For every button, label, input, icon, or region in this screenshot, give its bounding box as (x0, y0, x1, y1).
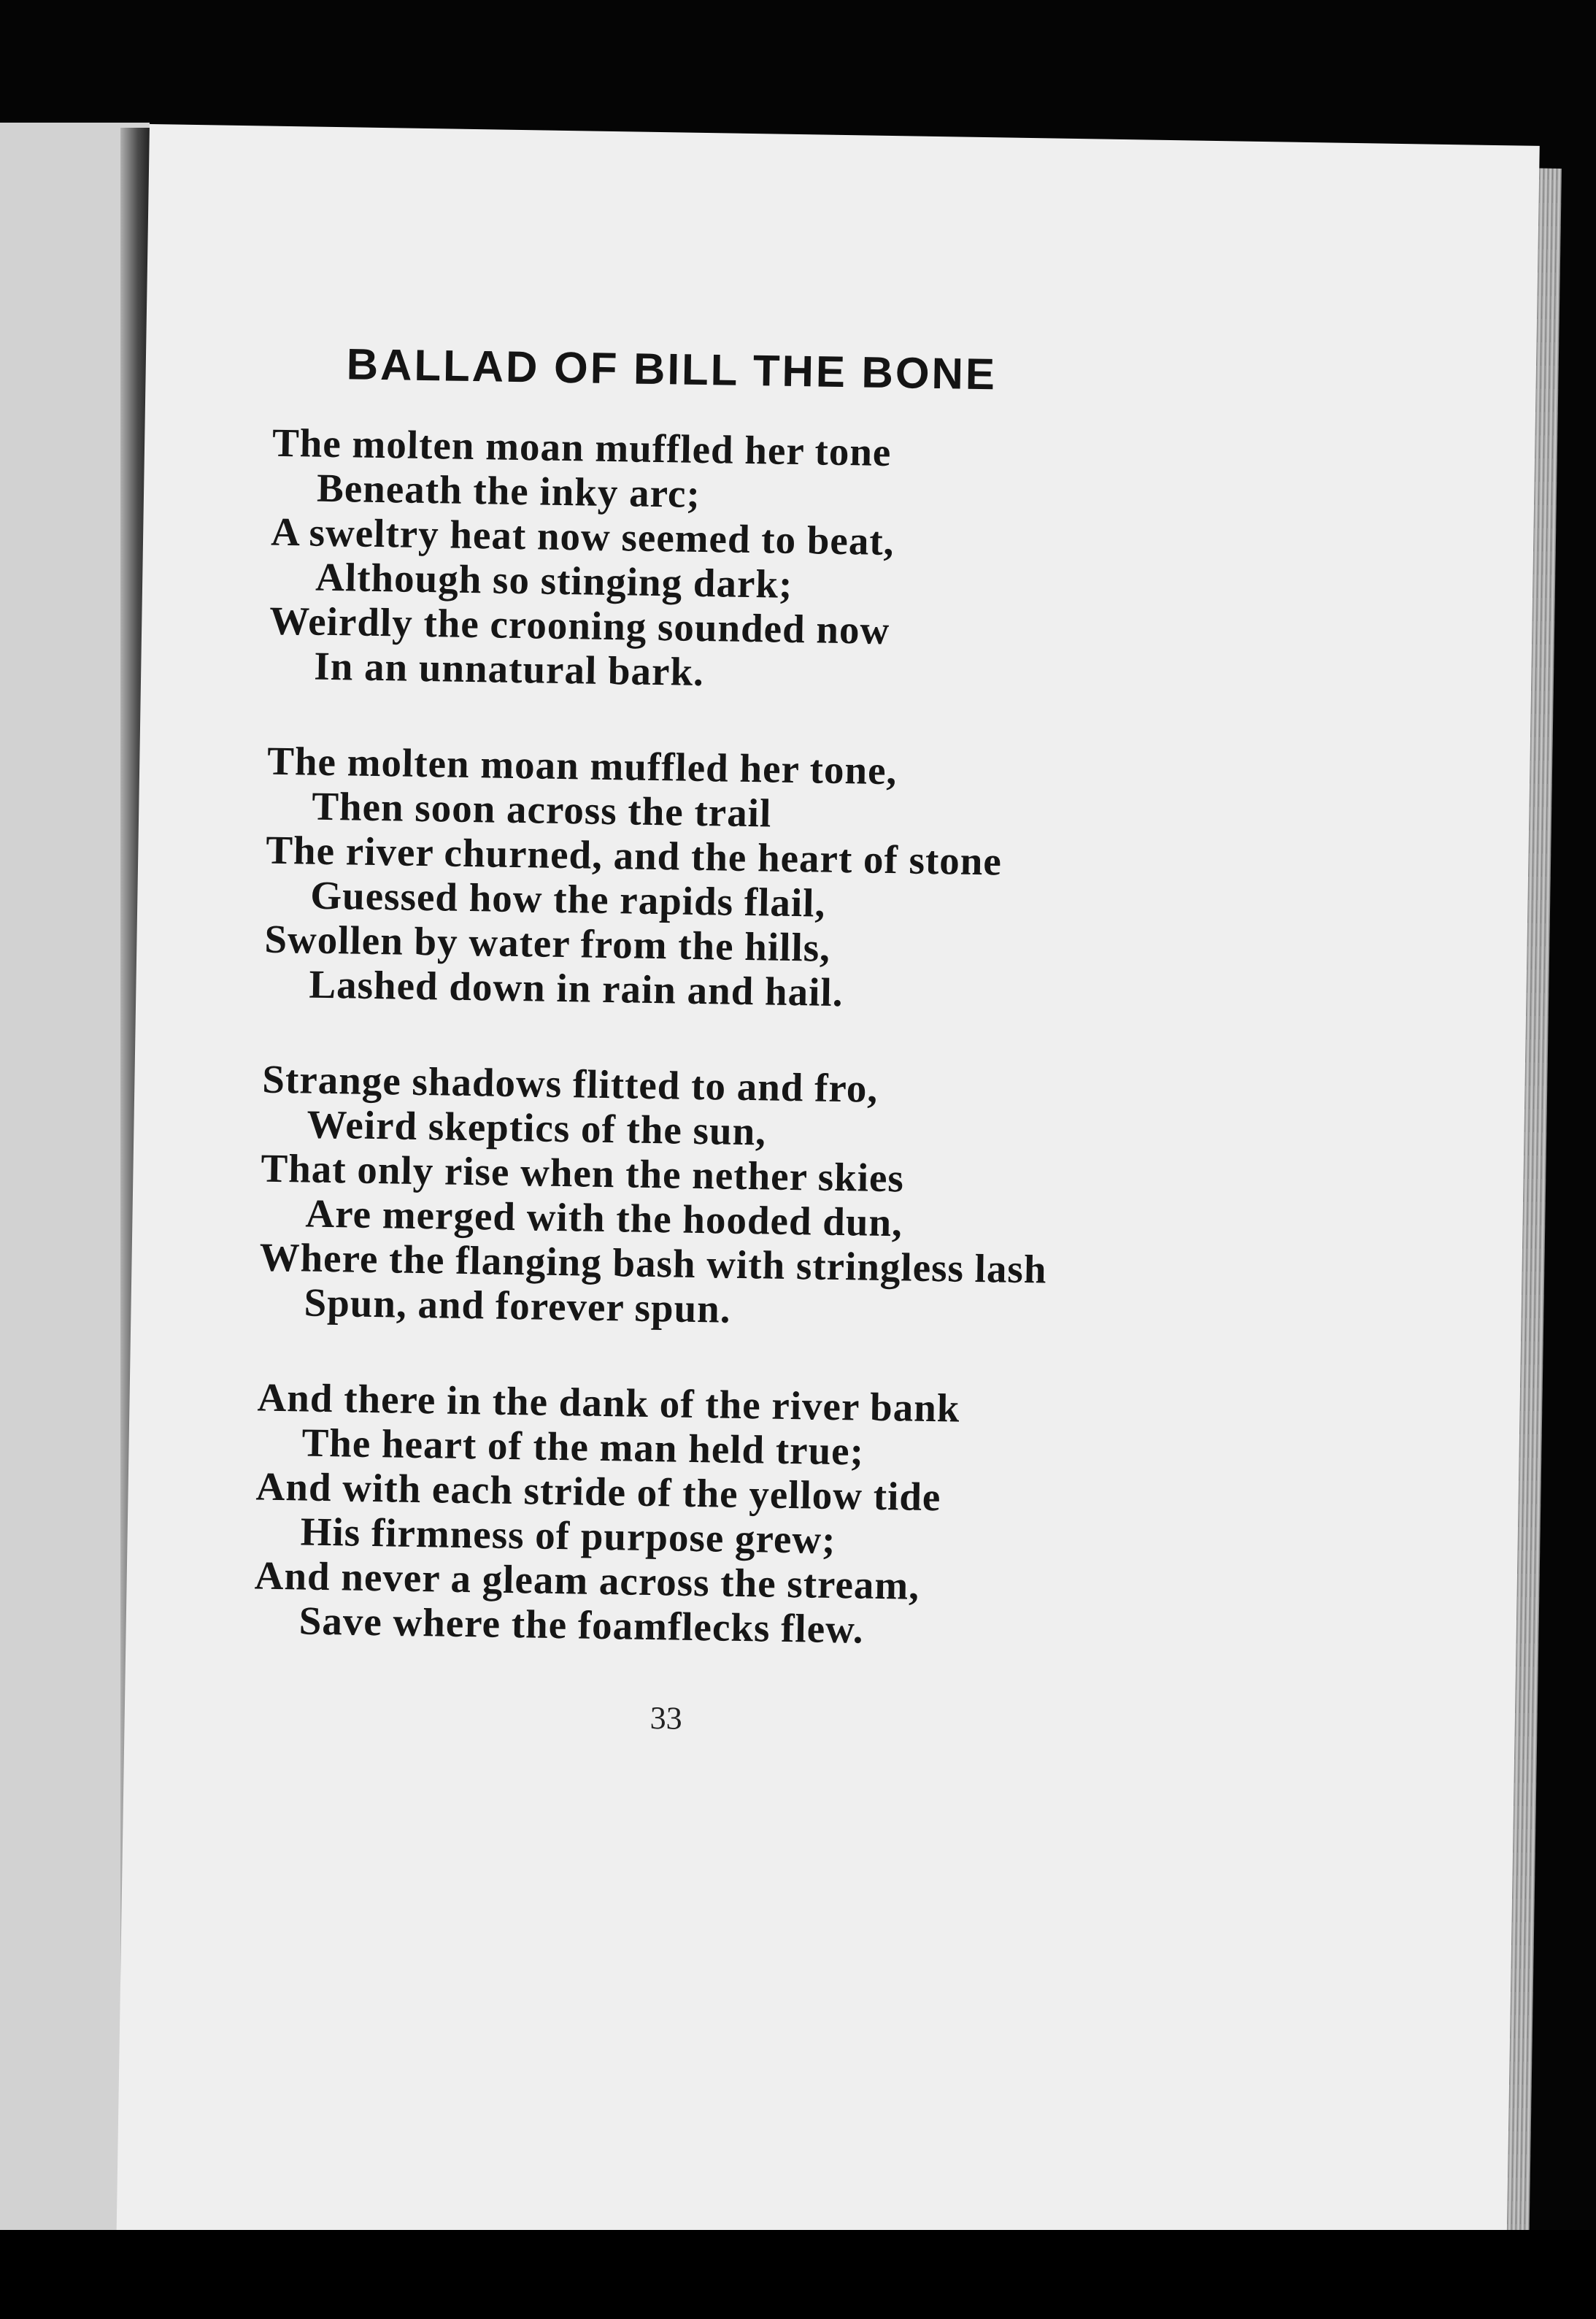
poem-line: The heart of the man held true; (301, 1420, 865, 1474)
stanza (263, 739, 1289, 1022)
poem-line: Strange shadows flitted to and fro, (261, 1056, 879, 1111)
poem-line: Swollen by water from the hills, (264, 916, 831, 970)
poem-stanzas (253, 420, 1294, 1658)
poem-line: Are merged with the hooded dun, (305, 1191, 903, 1245)
page-number: 33 (649, 1700, 683, 1737)
poem-line: In an unnatural bark. (313, 643, 705, 695)
stanza (269, 420, 1295, 704)
poem-line: Then soon across the trail (311, 783, 772, 836)
poem-line: And with each stride of the yellow tide (255, 1464, 941, 1520)
book-page (117, 124, 1540, 2259)
poem-line: The molten moan muffled her tone (271, 420, 892, 475)
poem-line: And there in the dank of the river bank (257, 1374, 960, 1431)
stanza (253, 1375, 1279, 1658)
poem-line: Weird skeptics of the sun, (307, 1101, 767, 1154)
poem-line: That only rise when the nether skies (261, 1145, 905, 1201)
poem-line: Beneath the inky arc; (316, 465, 701, 516)
poem-line: And never a gleam across the stream, (254, 1553, 920, 1608)
poem-line: Guessed how the rapids flail, (309, 872, 826, 926)
poem-line: Weirdly the crooning sounded now (269, 598, 890, 653)
scan-bottom-edge (0, 2230, 1596, 2319)
poem-line: Save where the foamflecks flew. (298, 1598, 865, 1652)
poem-line: Where the flanging bash with stringless lash (259, 1234, 1047, 1292)
poem-block (252, 338, 1295, 1747)
poem-line: Although so stinging dark; (315, 554, 793, 607)
poem-line: The molten moan muffled her tone, (266, 738, 898, 793)
poem-line: Lashed down in rain and hail. (309, 961, 844, 1015)
stanza (258, 1057, 1284, 1340)
poem-title: BALLAD OF BILL THE BONE (346, 339, 998, 399)
poem-line: His firmness of purpose grew; (300, 1509, 836, 1563)
poem-line: The river churned, and the heart of stone (265, 827, 1003, 884)
poem-line: Spun, and forever spun. (304, 1280, 732, 1331)
poem-line: A sweltry heat now seemed to beat, (270, 509, 895, 564)
